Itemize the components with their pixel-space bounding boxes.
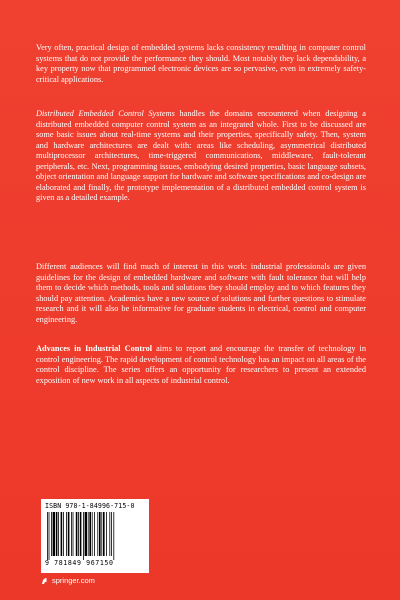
description-paragraph-2-text: handles the domains encountered when designing a distributed embedded computer control system as an integrated whole. First to be discussed are some basic issues about real-time systems and their properties, specifically safety. Then, system and hardware architectures are dealt with: areas like scheduling, asymmetrical distributed multiprocessor architectures, time-triggered communications, middleware, fault-tolerant peripherals, etc. Next, programming issues, embodying desired properties, basic language subsets, object orientation and language support for hardware and software specifications and co-design are elaborated and finally, the prototype implementation of a distributed embedded control system is given as a detailed example.: [36, 109, 366, 203]
series-paragraph: [36, 344, 366, 386]
publisher-link[interactable]: [41, 576, 95, 585]
barcode-icon: [45, 512, 145, 560]
audience-paragraph: Different audiences will find much of interest in this work: industrial professionals are given guidelines for the design of embedded hardware and software with fault tolerance that will help them to decide which methods, tools and solutions they should employ and to which features they should pay attention. Academics have a new source of solutions and further questions to stimulate research and it will also be informative for graduate students in electrical, control and computer engineering.: [36, 262, 366, 324]
book-title: Distributed Embedded Control Systems: [36, 109, 175, 119]
series-paragraph-text: aims to report and encourage the transfer of technology in control engineering. The rapid development of control technology has an impact on all areas of the control discipline. The series offers an opportunity for researchers to present an extended exposition of new work in all aspects of industrial control.: [36, 344, 367, 385]
springer-horse-icon: [41, 577, 49, 585]
barcode-digits: 9 781849 967150: [45, 559, 114, 567]
description-paragraph-2: [36, 109, 366, 204]
series-title: Advances in Industrial Control: [36, 344, 153, 354]
isbn-label: ISBN 978-1-84996-715-0: [45, 502, 135, 510]
isbn-barcode: [41, 499, 149, 573]
description-paragraph-1: Very often, practical design of embedded systems lacks consistency resulting in computer control systems that do not provide the performance they should. Most notably they lack dependability, a key property now that programmed electronic devices are so pervasive, even in extremely safety-critical applications.: [36, 43, 366, 84]
publisher-url[interactable]: springer.com: [52, 576, 95, 585]
